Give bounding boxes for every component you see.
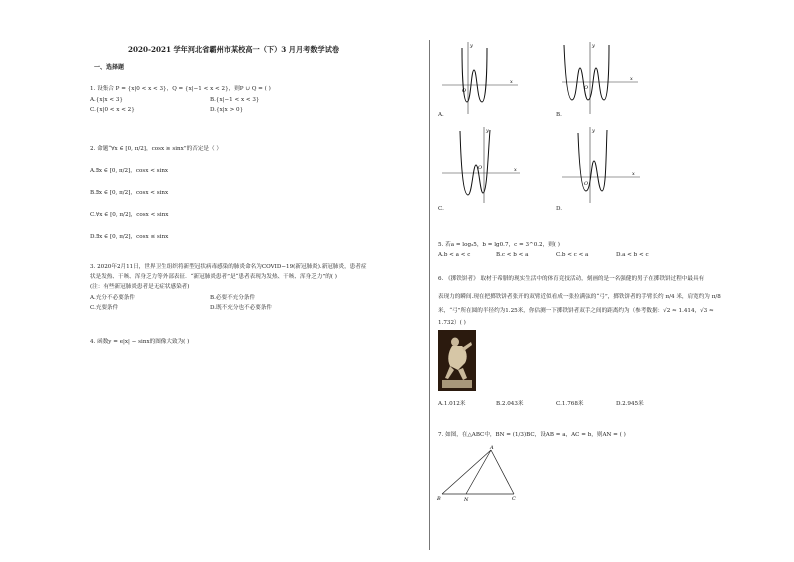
q7-stem: 7. 如图，在△ABC中，BN = (1/3)BC，设AB = a，AC = b，则AN = ( ): [438, 432, 626, 438]
q5-stem: 5. 若a = log₃5，b = lg0.7，c = 3^0.2，则( ): [438, 242, 560, 248]
discobolus-photo: [438, 330, 476, 391]
q6-line-3: 米，“弓”所在圆的半径约为1.25米，你估测一下掷铁饼者双手之间的距离约为（参考数据：√2 ≈ 1.414，√3 ≈: [438, 308, 714, 314]
section-heading: 一、选择题: [94, 64, 125, 71]
q4-label-c: C.: [438, 206, 444, 212]
q4-b-origin: O: [584, 85, 589, 91]
column-divider: [429, 40, 430, 550]
q6-line-1: 6. 《掷铁饼者》 取材于希腊的现实生活中的体育竞技活动，刻画的是一名强健的男子在掷铁饼过程中最具有: [438, 276, 705, 282]
q4-c-y-label: y: [486, 128, 489, 134]
q3-option-b: B.必要不充分条件: [210, 295, 256, 301]
q4-graph-b: [560, 40, 640, 115]
q5-option-d: D.a < b < c: [616, 252, 649, 258]
q6-option-b: B.2.043米: [496, 401, 524, 407]
q5-option-b: B.c < b < a: [496, 252, 529, 258]
q4-label-b: B.: [556, 112, 562, 118]
q4-graph-c: [440, 125, 522, 205]
q3-line-3: (注：有些新冠肺炎患者是无症状感染者): [90, 284, 190, 290]
q4-d-origin: O: [584, 181, 589, 187]
q4-b-x-label: x: [630, 76, 633, 82]
discobolus-figure: [438, 330, 476, 391]
q1-option-b: B.{x|−1 < x < 3}: [210, 97, 260, 103]
q1-option-d: D.{x|x > 0}: [210, 107, 244, 113]
q4-b-y-label: y: [592, 43, 595, 49]
q2-option-d: D.∃x ∈ [0, π/2]，cosx ≤ sinx: [90, 234, 169, 240]
q3-line-2: 状是发热、干咳、浑身乏力等外部表征．“新冠肺炎患者”是“患者表现为发热、干咳、浑身乏力”的( ): [90, 274, 337, 280]
q3-line-1: 3. 2020年2月11日，世界卫生组织将新型冠状病毒感染的肺炎命名为COVID−19(新冠肺炎).新冠肺炎，患者症: [90, 264, 367, 270]
q4-c-origin: O: [478, 165, 483, 171]
q7-label-n: N: [464, 497, 469, 503]
q1-stem: 1. 设集合 P = {x|0 < x < 3}，Q = {x|−1 < x < 2}，则P ∪ Q = ( ): [90, 86, 271, 92]
q3-option-a: A.充分不必要条件: [90, 295, 135, 301]
q4-graph-a: [440, 40, 520, 115]
q4-d-y-label: y: [592, 128, 595, 134]
q4-a-origin: O: [462, 88, 467, 94]
q5-option-a: A.b < a < c: [438, 252, 471, 258]
q4-d-x-label: x: [632, 171, 635, 177]
q7-label-b: B: [437, 496, 441, 502]
q7-label-a: A: [490, 445, 494, 451]
q4-a-y-label: y: [470, 43, 473, 49]
q6-option-c: C.1.768米: [556, 401, 584, 407]
q6-option-d: D.2.945米: [616, 401, 644, 407]
q4-label-a: A.: [438, 112, 444, 118]
q1-option-a: A.{x|x < 3}: [90, 97, 123, 103]
q3-option-c: C.充要条件: [90, 305, 119, 311]
q6-option-a: A.1.012米: [438, 401, 466, 407]
q2-stem: 2. 命题“∀x ∈ [0, π/2]，cosx ≥ sinx”的否定是（ ）: [90, 146, 222, 152]
q1-option-c: C.{x|0 < x < 2}: [90, 107, 135, 113]
q4-c-x-label: x: [514, 167, 517, 173]
q7-triangle-diagram: [434, 444, 524, 504]
q2-option-b: B.∃x ∈ [0, π/2]，cosx < sinx: [90, 190, 169, 196]
q2-option-a: A.∃x ∈ [0, π/2]，cosx < sinx: [90, 168, 169, 174]
q4-graph-d: [560, 125, 642, 205]
q2-option-c: C.∀x ∈ [0, π/2]，cosx < sinx: [90, 212, 169, 218]
q5-option-c: C.b < c < a: [556, 252, 589, 258]
q4-label-d: D.: [556, 206, 563, 212]
q4-a-x-label: x: [510, 79, 513, 85]
q4-stem: 4. 函数y = e|x| − sinx的图像大致为( ): [90, 339, 190, 345]
q3-option-d: D.既不充分也不必要条件: [210, 305, 273, 311]
q6-line-2: 表现力的瞬间.现在把掷铁饼者张开的双臂近似看成一张拉满弦的“弓”，掷铁饼者的手臂长约 π/4 米，肩宽约为 π/8: [438, 294, 721, 300]
q6-line-4: 1.732）( ): [438, 320, 466, 326]
page-title: 2020-2021 学年河北省霸州市某校高一（下）3 月月考数学试卷: [128, 45, 340, 54]
q7-label-c: C: [512, 496, 516, 502]
